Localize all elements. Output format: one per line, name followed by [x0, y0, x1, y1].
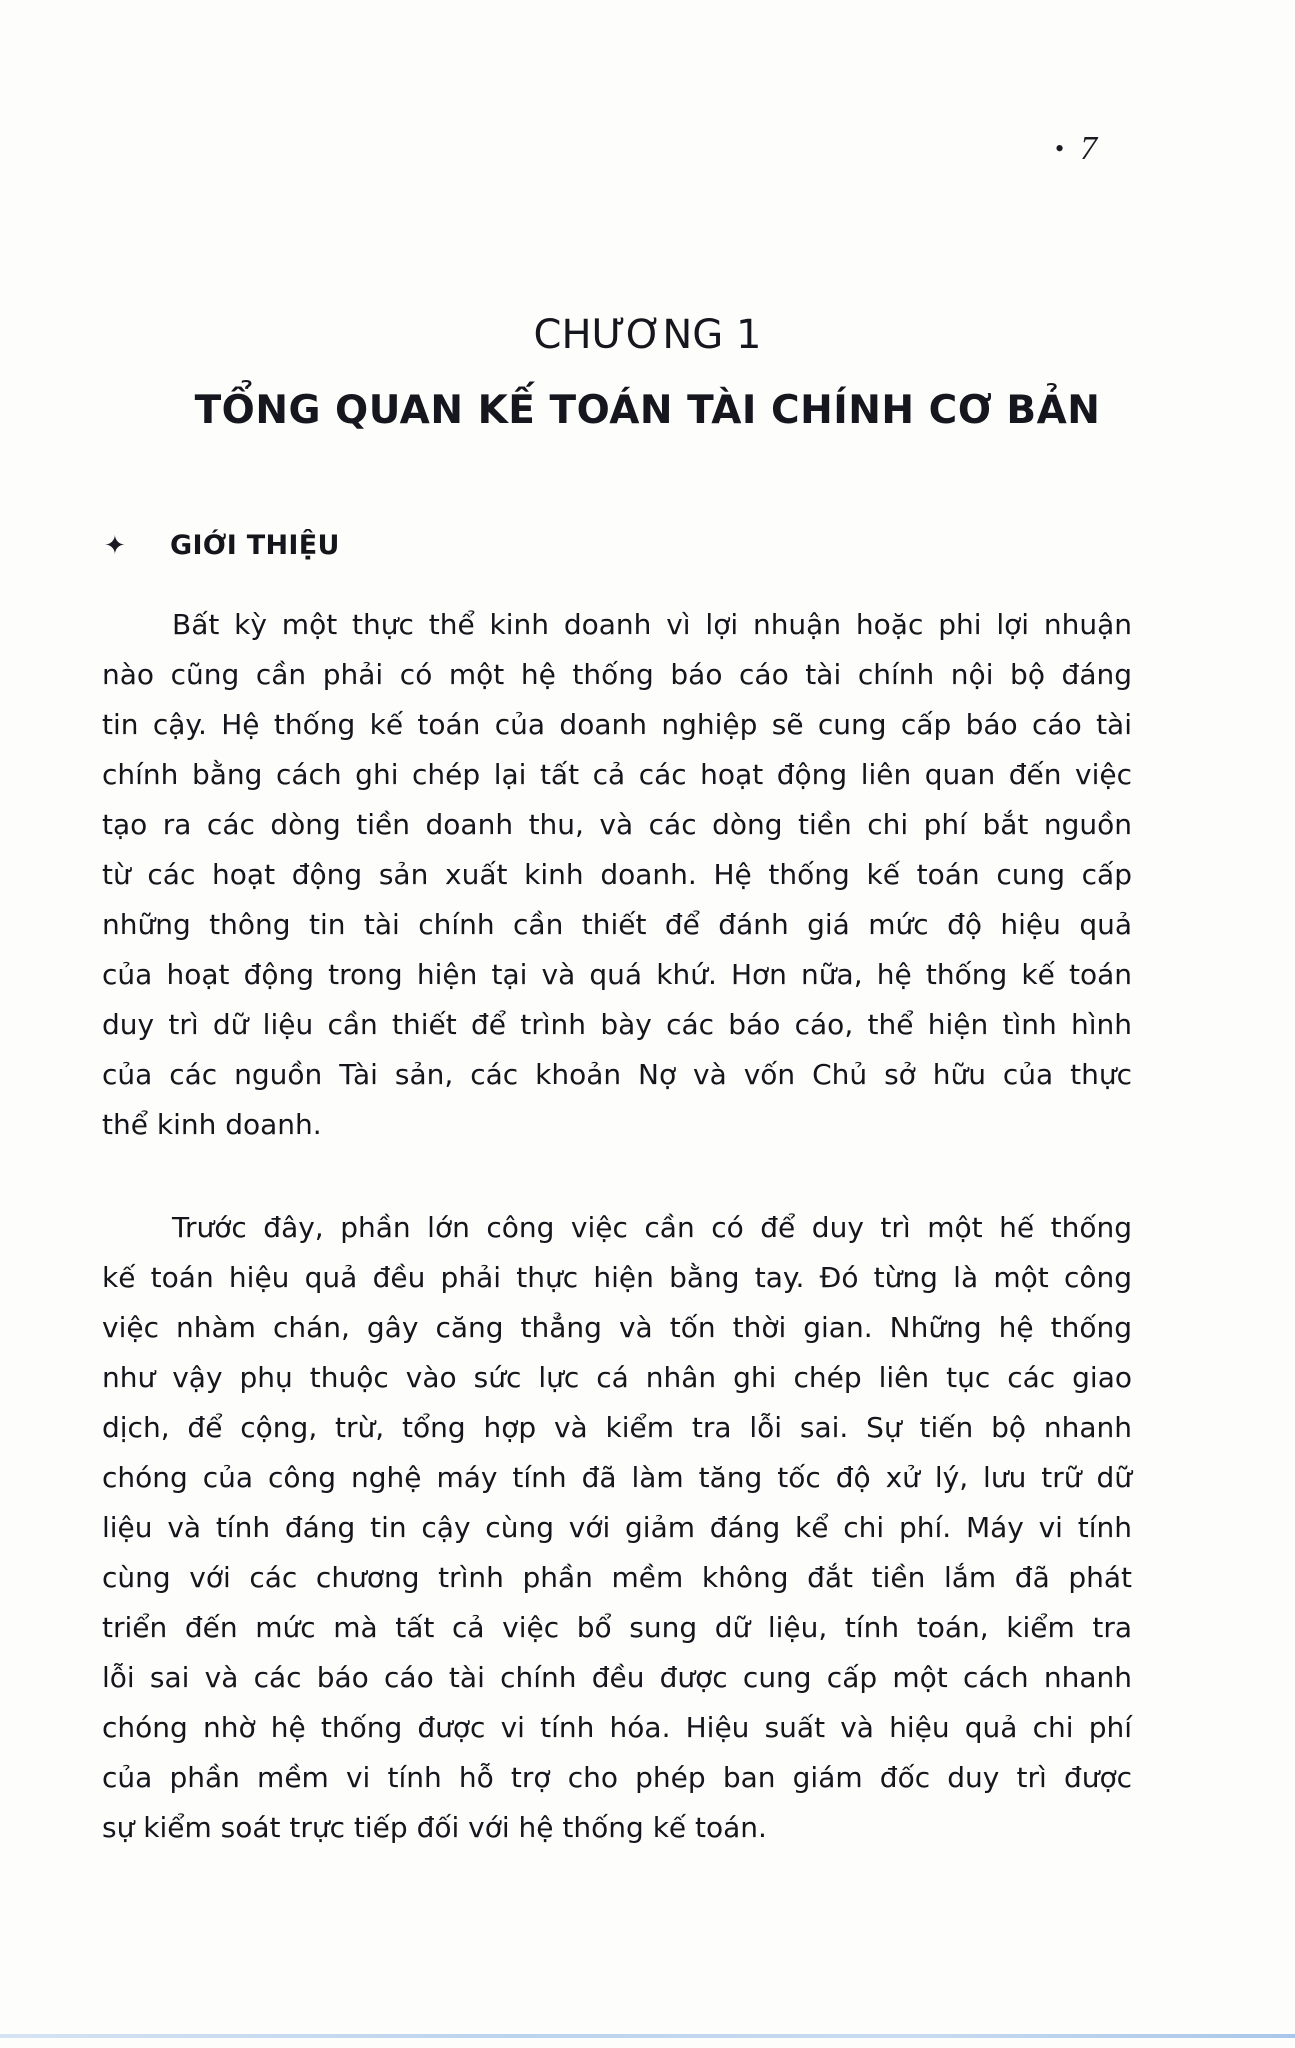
paragraph-line: sự kiểm soát trực tiếp đối với hệ thống kế toán.: [102, 1811, 767, 1844]
paragraph-line: kế toán hiệu quả đều phải thực hiện bằng tay. Đó từng là một công: [102, 1261, 1132, 1294]
chapter-title: TỔNG QUAN KẾ TOÁN TÀI CHÍNH CƠ BẢN: [194, 388, 1101, 433]
paragraph-line: của phần mềm vi tính hỗ trợ cho phép ban giám đốc duy trì được: [102, 1761, 1132, 1794]
paragraph-line: cùng với các chương trình phần mềm không đắt tiền lắm đã phát: [102, 1561, 1132, 1594]
section-heading: [104, 530, 340, 561]
paragraph-line: những thông tin tài chính cần thiết để đánh giá mức độ hiệu quả: [102, 908, 1132, 941]
paragraph-line: nào cũng cần phải có một hệ thống báo cáo tài chính nội bộ đáng: [102, 658, 1132, 691]
four-point-star-icon: ✦: [104, 530, 126, 561]
paragraph-line: lỗi sai và các báo cáo tài chính đều được cung cấp một cách nhanh: [102, 1661, 1132, 1694]
section-heading-label: GIỚI THIỆU: [170, 530, 340, 561]
paragraph-line: duy trì dữ liệu cần thiết để trình bày các báo cáo, thể hiện tình hình: [102, 1008, 1132, 1041]
paragraph-line: thể kinh doanh.: [102, 1108, 322, 1141]
paragraph-line: triển đến mức mà tất cả việc bổ sung dữ liệu, tính toán, kiểm tra: [102, 1611, 1132, 1644]
chapter-label: CHƯƠNG 1: [533, 312, 762, 358]
paragraph-line: tạo ra các dòng tiền doanh thu, và các dòng tiền chi phí bắt nguồn: [102, 808, 1132, 841]
paragraph-line: như vậy phụ thuộc vào sức lực cá nhân ghi chép liên tục các giao: [102, 1361, 1132, 1394]
bottom-scan-edge-divider: [0, 2034, 1295, 2038]
paragraph-line: từ các hoạt động sản xuất kinh doanh. Hệ thống kế toán cung cấp: [102, 858, 1132, 891]
paragraph-introduction: [102, 600, 1132, 1150]
paragraph-history: [102, 1203, 1132, 1853]
page-number-value: 7: [1080, 130, 1098, 167]
paragraph-line: liệu và tính đáng tin cậy cùng với giảm đáng kể chi phí. Máy vi tính: [102, 1511, 1132, 1544]
paragraph-line: chóng của công nghệ máy tính đã làm tăng tốc độ xử lý, lưu trữ dữ: [102, 1461, 1132, 1494]
page-number-bullet: •: [1055, 134, 1065, 163]
paragraph-line: Bất kỳ một thực thể kinh doanh vì lợi nhuận hoặc phi lợi nhuận: [172, 608, 1132, 641]
paragraph-line: việc nhàm chán, gây căng thẳng và tốn thời gian. Những hệ thống: [102, 1311, 1132, 1344]
page-number: [1055, 130, 1097, 168]
paragraph-line: Trước đây, phần lớn công việc cần có để duy trì một hế thống: [172, 1211, 1132, 1244]
paragraph-line: của hoạt động trong hiện tại và quá khứ. Hơn nữa, hệ thống kế toán: [102, 958, 1132, 991]
paragraph-line: dịch, để cộng, trừ, tổng hợp và kiểm tra lỗi sai. Sự tiến bộ nhanh: [102, 1411, 1132, 1444]
paragraph-line: tin cậy. Hệ thống kế toán của doanh nghiệp sẽ cung cấp báo cáo tài: [102, 708, 1132, 741]
paragraph-line: chóng nhờ hệ thống được vi tính hóa. Hiệu suất và hiệu quả chi phí: [102, 1711, 1132, 1744]
paragraph-line: chính bằng cách ghi chép lại tất cả các hoạt động liên quan đến việc: [102, 758, 1132, 791]
paragraph-line: của các nguồn Tài sản, các khoản Nợ và vốn Chủ sở hữu của thực: [102, 1058, 1132, 1091]
